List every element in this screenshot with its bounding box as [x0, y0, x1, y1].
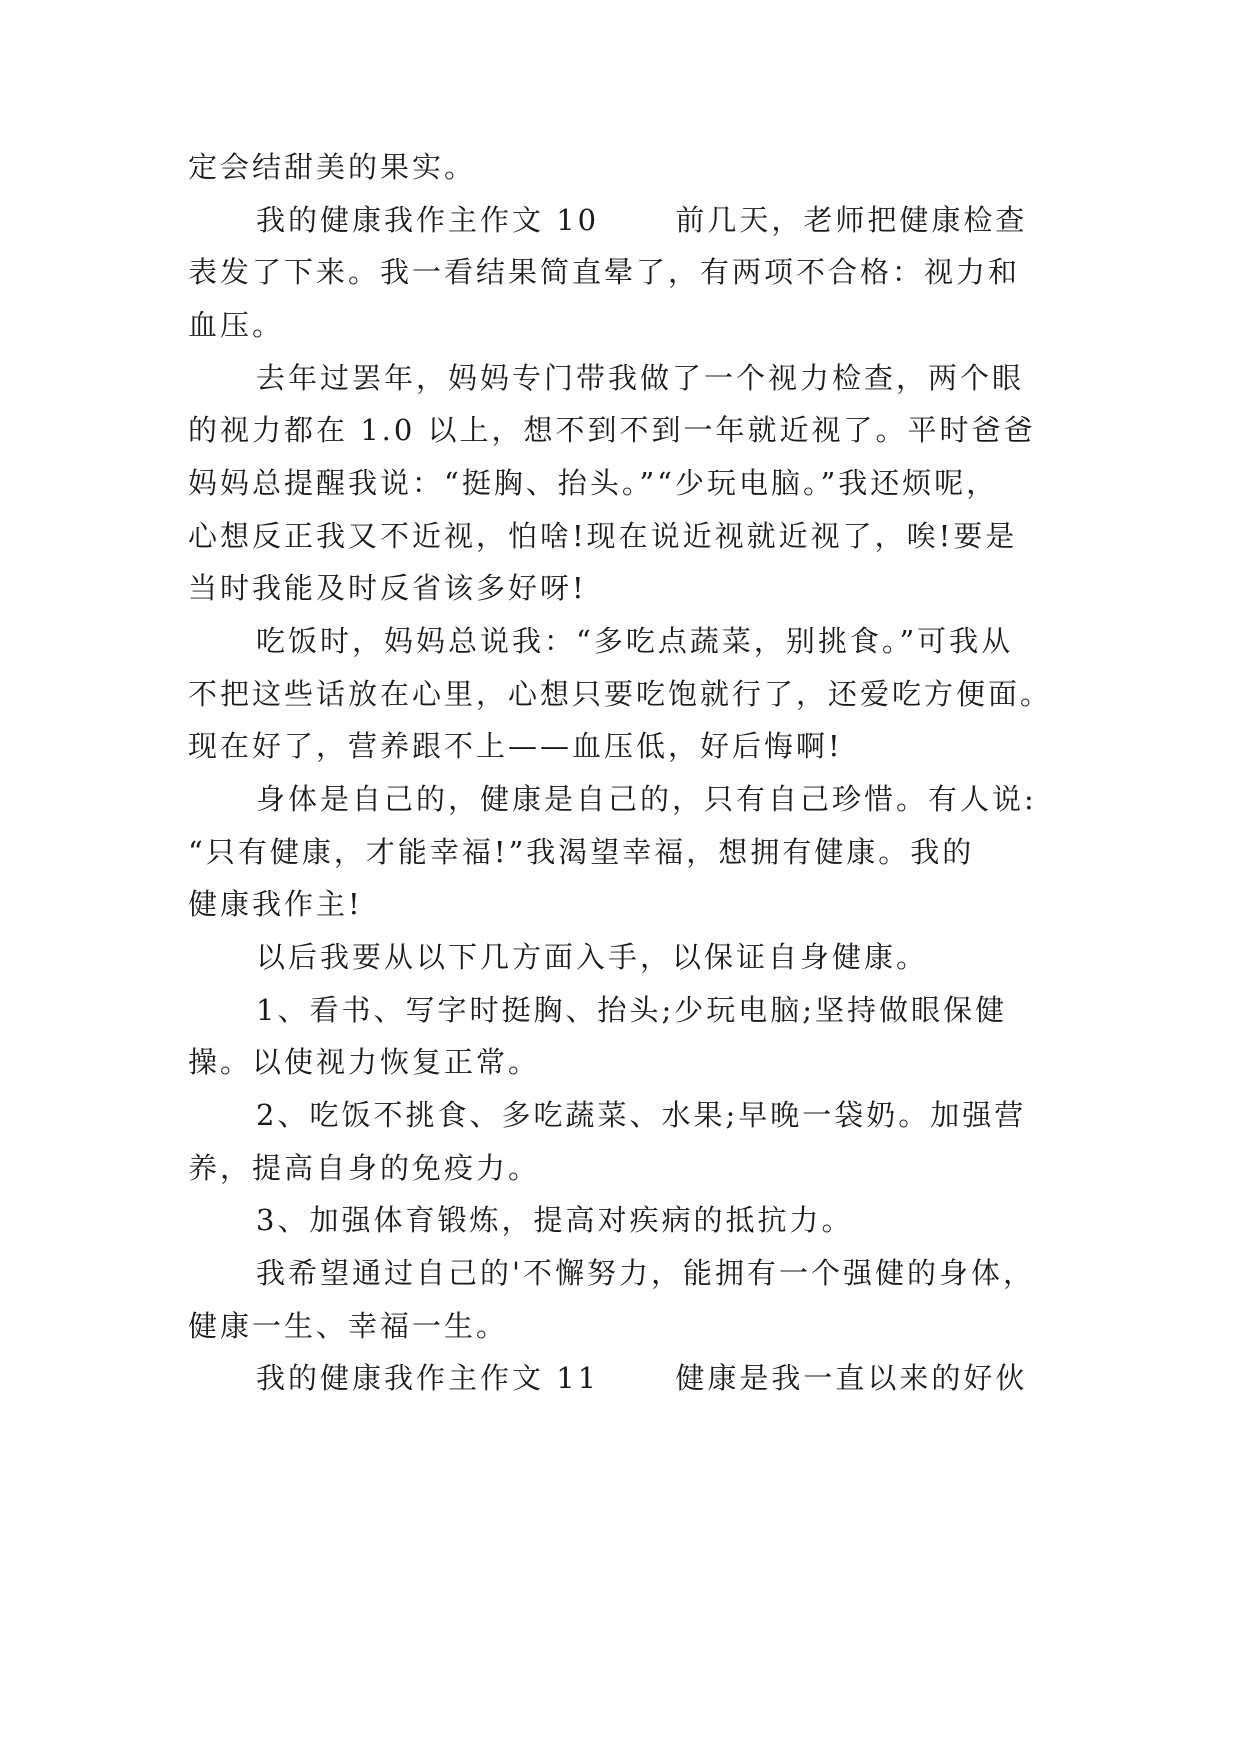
text-line: 健康我作主!: [188, 887, 363, 921]
paragraph-first-line: 吃饭时，妈妈总说我：“多吃点蔬菜，别挑食。”可我从: [256, 624, 1014, 658]
text-line: 表发了下来。我一看结果简直晕了，有两项不合格：视力和: [188, 255, 1021, 289]
text-line: 操。以使视力恢复正常。: [188, 1045, 541, 1079]
text-line: 现在好了，营养跟不上——血压低，好后悔啊!: [188, 729, 843, 763]
text-line: 健康一生、幸福一生。: [188, 1309, 509, 1343]
essay-heading-line: 我的健康我作主作文 10 前几天，老师把健康检查: [256, 203, 1028, 237]
text-line: “只有健康，才能幸福!”我渴望幸福，想拥有健康。我的: [188, 835, 975, 869]
paragraph-first-line: 身体是自己的，健康是自己的，只有自己珍惜。有人说:: [256, 782, 1037, 816]
text-line: 心想反正我又不近视，怕啥!现在说近视就近视了，唉!要是: [188, 519, 1018, 553]
text-line: 血压。: [188, 308, 285, 342]
list-item-2-line: 2、吃饭不挑食、多吃蔬菜、水果;早晚一袋奶。加强营: [256, 1098, 1027, 1132]
text-line: 妈妈总提醒我说：“挺胸、抬头。”“少玩电脑。”我还烦呢，: [188, 466, 999, 500]
list-item-3-line: 3、加强体育锻炼，提高对疾病的抵抗力。: [256, 1203, 854, 1237]
essay-heading-line: 我的健康我作主作文 11 健康是我一直以来的好伙: [256, 1361, 1028, 1395]
text-line: 的视力都在 1.0 以上，想不到不到一年就近视了。平时爸爸: [188, 413, 1036, 447]
text-line: 定会结甜美的果实。: [188, 150, 477, 184]
paragraph-first-line: 以后我要从以下几方面入手，以保证自身健康。: [256, 940, 929, 974]
paragraph-first-line: 我希望通过自己的'不懈努力，能拥有一个强健的身体，: [256, 1256, 1035, 1290]
list-item-1-line: 1、看书、写字时挺胸、抬头;少玩电脑;坚持做眼保健: [256, 993, 1007, 1027]
text-line: 养，提高自身的免疫力。: [188, 1151, 541, 1185]
text-line: 当时我能及时反省该多好呀!: [188, 571, 587, 605]
paragraph-first-line: 去年过罢年，妈妈专门带我做了一个视力检查，两个眼: [256, 361, 1025, 395]
text-line: 不把这些话放在心里，心想只要吃饱就行了，还爱吃方便面。: [188, 677, 1053, 711]
